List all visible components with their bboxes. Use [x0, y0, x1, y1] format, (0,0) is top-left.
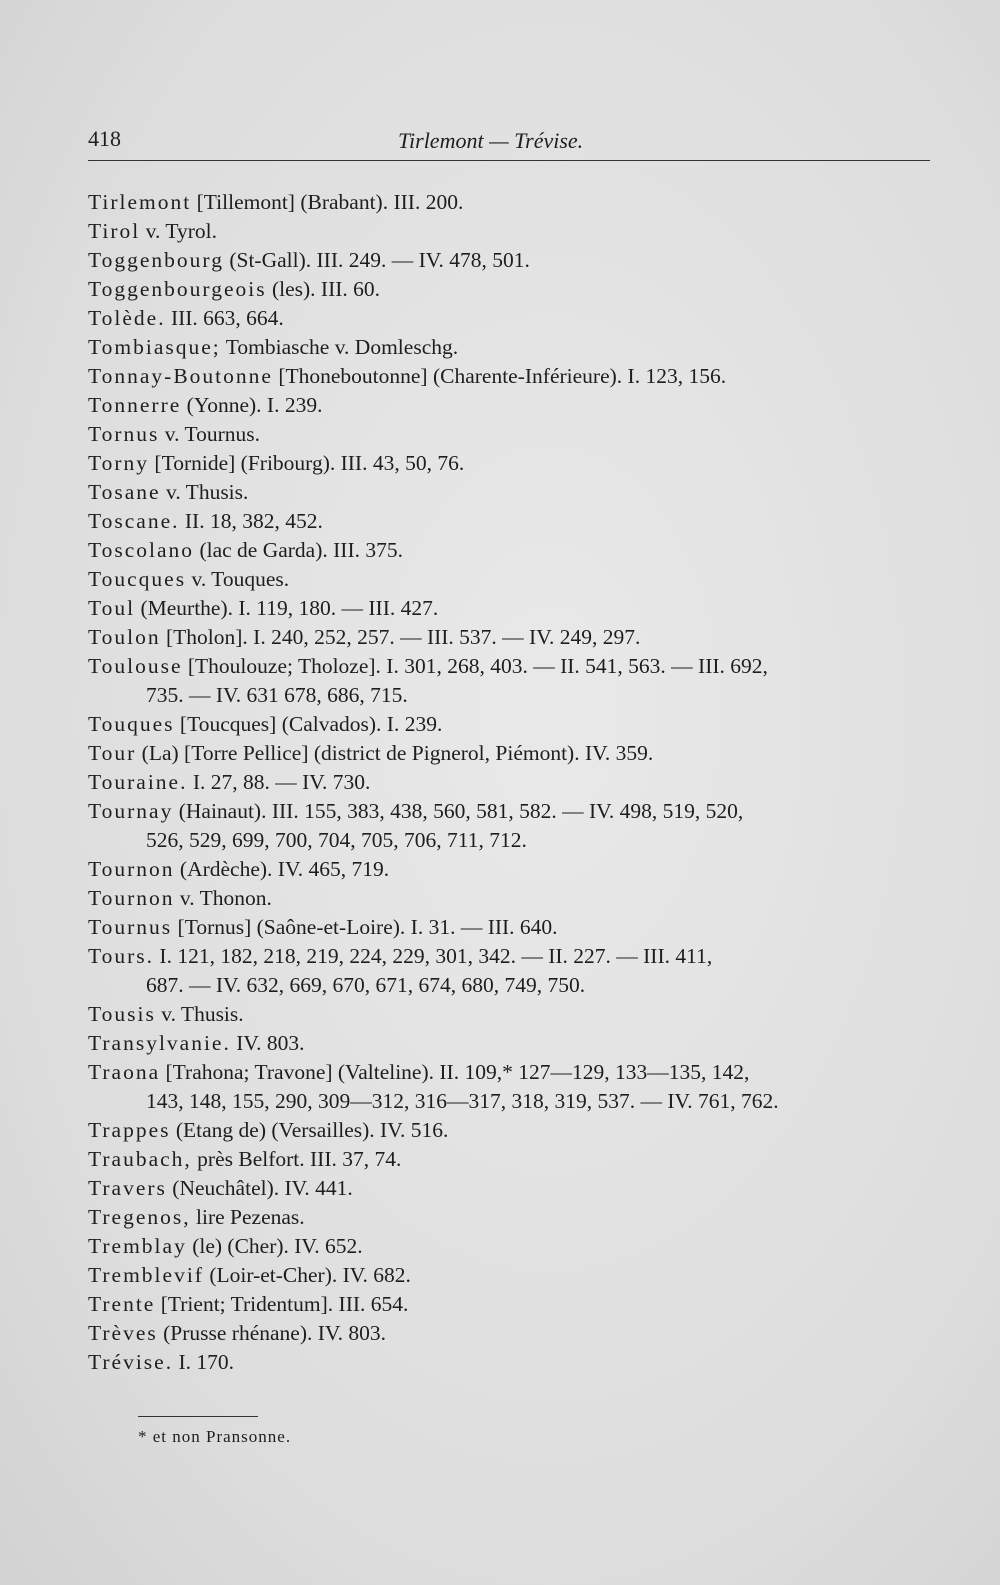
index-entry: [88, 188, 928, 217]
entry-references: II. 18, 382, 452.: [179, 509, 323, 533]
entry-references: (Ardèche). IV. 465, 719.: [174, 857, 390, 881]
entry-references: [Tornus] (Saône-et-Loire). I. 31. — III. 640.: [172, 915, 558, 939]
entry-headword: Torny: [88, 451, 150, 475]
entry-references: (les). III. 60.: [266, 277, 381, 301]
index-entry: [88, 594, 928, 623]
entry-references: v. Touques.: [186, 567, 290, 591]
entry-references: [Toucques] (Calvados). I. 239.: [174, 712, 443, 736]
entry-headword: Toul: [88, 596, 136, 620]
index-entry: [88, 768, 928, 797]
entry-headword: Trappes: [88, 1118, 171, 1142]
entry-headword: Tirol: [88, 219, 141, 243]
entry-references: (Neuchâtel). IV. 441.: [166, 1176, 353, 1200]
entry-headword: Tonnerre: [88, 393, 182, 417]
entry-headword: Tirlemont: [88, 190, 192, 214]
entry-references: I. 170.: [173, 1350, 235, 1374]
entry-references: lire Pezenas.: [190, 1205, 305, 1229]
entry-references: (Etang de) (Versailles). IV. 516.: [170, 1118, 449, 1142]
entry-references: Tombiasche v. Domleschg.: [220, 335, 459, 359]
entry-headword: Tours.: [88, 944, 155, 968]
index-entry: [88, 391, 928, 420]
page-number: 418: [88, 126, 121, 151]
entry-headword: Toucques: [88, 567, 187, 591]
entry-headword: Tremblevif: [88, 1263, 204, 1287]
running-title: Tirlemont — Trévise.: [398, 128, 584, 153]
entry-references: (Hainaut). III. 155, 383, 438, 560, 581, 582. — IV. 498, 519, 520,: [173, 799, 744, 823]
index-entry: [88, 536, 928, 565]
entry-continuation: 687. — IV. 632, 669, 670, 671, 674, 680, 749, 750.: [146, 973, 586, 997]
entry-continuation: 526, 529, 699, 700, 704, 705, 706, 711, 712.: [146, 828, 527, 852]
index-entry: [88, 652, 928, 681]
entry-headword: Tonnay-Boutonne: [88, 364, 273, 388]
entry-references: I. 27, 88. — IV. 730.: [187, 770, 371, 794]
entry-headword: Toscolano: [88, 538, 195, 562]
entry-references: III. 663, 664.: [165, 306, 284, 330]
entry-references: v. Thusis.: [160, 480, 249, 504]
entry-headword: Transylvanie.: [88, 1031, 231, 1055]
entry-references: [Trient; Tridentum]. III. 654.: [155, 1292, 409, 1316]
index-entry: [88, 507, 928, 536]
index-entry: [88, 246, 928, 275]
index-entry: [88, 420, 928, 449]
entry-headword: Tournay: [88, 799, 174, 823]
entry-headword: Trente: [88, 1292, 156, 1316]
entry-references: [Thoneboutonne] (Charente-Inférieure). I. 123, 156.: [272, 364, 727, 388]
entry-references: (Meurthe). I. 119, 180. — III. 427.: [135, 596, 439, 620]
index-entry: [88, 333, 928, 362]
entry-references: (Loir-et-Cher). IV. 682.: [203, 1263, 411, 1287]
entry-references: près Belfort. III. 37, 74.: [191, 1147, 402, 1171]
entry-headword: Traona: [88, 1060, 161, 1084]
entry-references: v. Thusis.: [155, 1002, 244, 1026]
entry-references: (La) [Torre Pellice] (district de Pignerol, Piémont). IV. 359.: [136, 741, 654, 765]
entry-headword: Toulouse: [88, 654, 183, 678]
index-entry: [88, 275, 928, 304]
entry-references: v. Tournus.: [159, 422, 261, 446]
entry-headword: Travers: [88, 1176, 167, 1200]
footnote-rule: [138, 1416, 258, 1417]
index-entry: [88, 855, 928, 884]
header-rule: [88, 160, 930, 161]
entry-headword: Toggenbourg: [88, 248, 224, 272]
index-entry: [88, 565, 928, 594]
entry-references: [Tholon]. I. 240, 252, 257. — III. 537. — IV. 249, 297.: [160, 625, 641, 649]
index-entry: [88, 1145, 928, 1174]
index-entries: [88, 188, 928, 1377]
index-entry: [88, 797, 928, 826]
index-entry: [88, 1029, 928, 1058]
entry-headword: Trèves: [88, 1321, 158, 1345]
entry-headword: Traubach,: [88, 1147, 192, 1171]
entry-references: (Prusse rhénane). IV. 803.: [157, 1321, 387, 1345]
entry-headword: Tregenos,: [88, 1205, 191, 1229]
index-entry: [88, 1000, 928, 1029]
entry-headword: Tornus: [88, 422, 160, 446]
entry-references: [Trahona; Travone] (Valteline). II. 109,* 127—129, 133—135, 142,: [160, 1060, 750, 1084]
entry-references: [Tornide] (Fribourg). III. 43, 50, 76.: [149, 451, 465, 475]
index-entry: [88, 1058, 928, 1087]
entry-headword: Tousis: [88, 1002, 156, 1026]
index-entry: [88, 623, 928, 652]
index-entry: [88, 739, 928, 768]
index-entry: [88, 478, 928, 507]
index-entry: [88, 884, 928, 913]
index-entry: [88, 1319, 928, 1348]
entry-headword: Toggenbourgeois: [88, 277, 267, 301]
entry-continuation: 735. — IV. 631 678, 686, 715.: [146, 683, 408, 707]
index-entry: [88, 1290, 928, 1319]
entry-references: (le) (Cher). IV. 652.: [186, 1234, 363, 1258]
entry-headword: Tournon: [88, 857, 175, 881]
index-entry: [88, 304, 928, 333]
entry-headword: Touraine.: [88, 770, 188, 794]
index-entry: [88, 1116, 928, 1145]
entry-headword: Toulon: [88, 625, 161, 649]
index-entry: [88, 942, 928, 971]
index-entry: [88, 1261, 928, 1290]
entry-references: [Thoulouze; Tholoze]. I. 301, 268, 403. — II. 541, 563. — III. 692,: [182, 654, 768, 678]
entry-headword: Tosane: [88, 480, 161, 504]
index-entry: [88, 710, 928, 739]
entry-headword: Tournus: [88, 915, 173, 939]
entry-headword: Trévise.: [88, 1350, 174, 1374]
entry-headword: Toscane.: [88, 509, 180, 533]
entry-references: [Tillemont] (Brabant). III. 200.: [191, 190, 464, 214]
index-entry: [88, 362, 928, 391]
index-entry: [88, 449, 928, 478]
index-entry: [88, 1348, 928, 1377]
index-entry: [88, 913, 928, 942]
entry-references: IV. 803.: [230, 1031, 305, 1055]
entry-references: v. Tyrol.: [140, 219, 217, 243]
entry-headword: Tremblay: [88, 1234, 187, 1258]
index-entry: [88, 1174, 928, 1203]
footnote: * et non Pransonne.: [138, 1427, 292, 1446]
page-header: [88, 126, 930, 158]
entry-headword: Tolède.: [88, 306, 166, 330]
entry-references: v. Thonon.: [174, 886, 272, 910]
index-entry: [88, 1232, 928, 1261]
entry-references: I. 121, 182, 218, 219, 224, 229, 301, 342. — II. 227. — III. 411,: [154, 944, 713, 968]
index-entry: [88, 1203, 928, 1232]
entry-references: (St-Gall). III. 249. — IV. 478, 501.: [223, 248, 530, 272]
entry-headword: Tournon: [88, 886, 175, 910]
entry-headword: Tombiasque;: [88, 335, 221, 359]
entry-references: (Yonne). I. 239.: [181, 393, 323, 417]
index-entry: [88, 217, 928, 246]
entry-headword: Tour: [88, 741, 137, 765]
entry-references: (lac de Garda). III. 375.: [194, 538, 403, 562]
entry-continuation: 143, 148, 155, 290, 309—312, 316—317, 318, 319, 537. — IV. 761, 762.: [146, 1089, 779, 1113]
entry-headword: Touques: [88, 712, 175, 736]
